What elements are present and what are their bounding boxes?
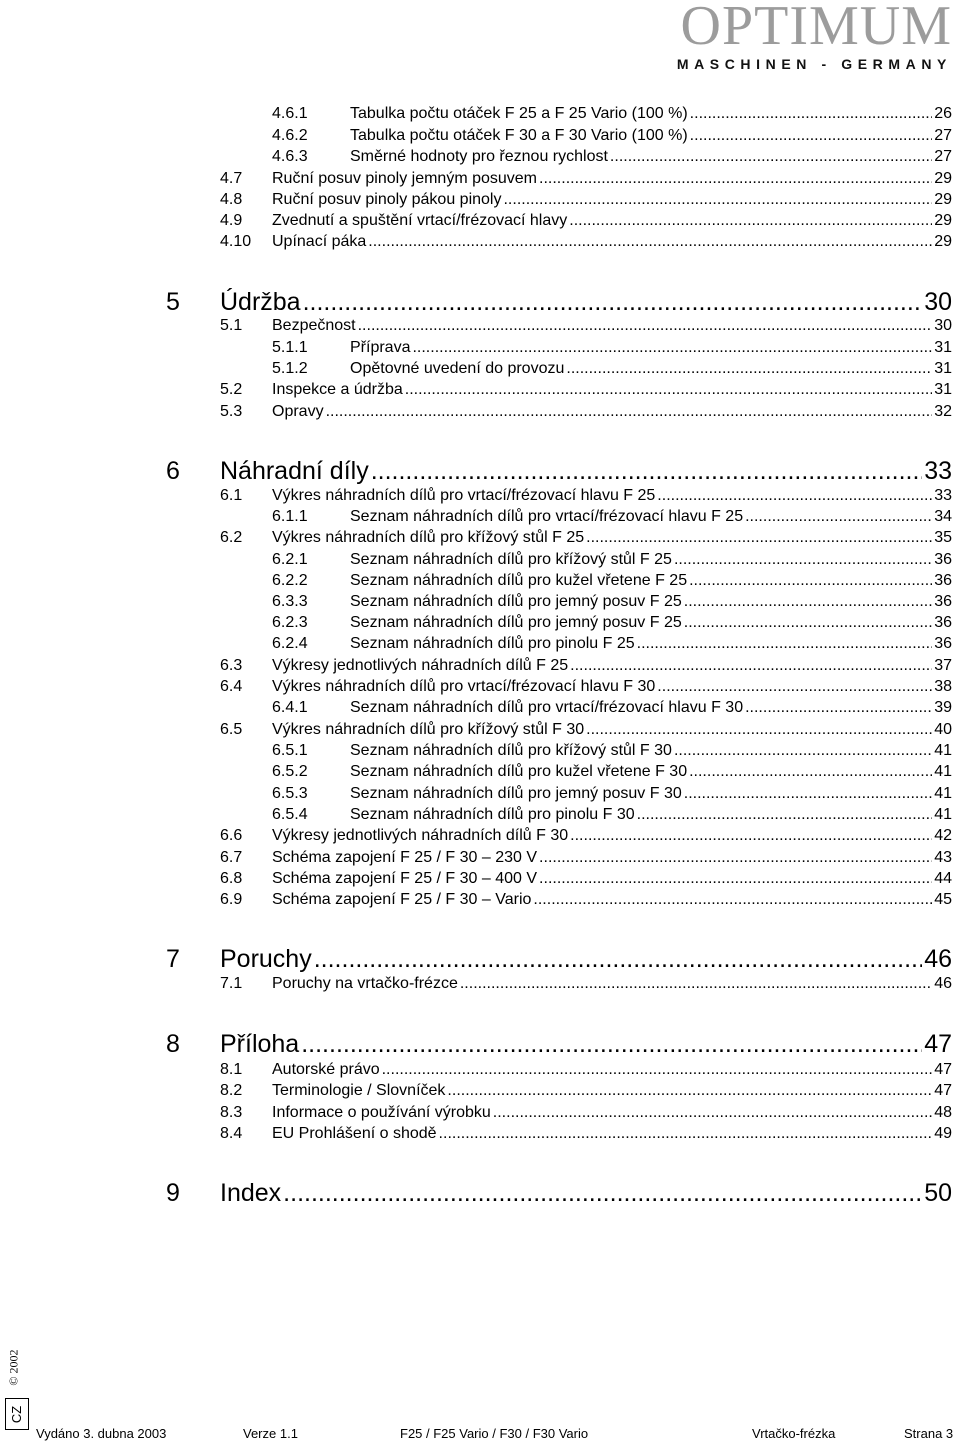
toc-leader-dots [566, 359, 932, 379]
toc-title: Seznam náhradních dílů pro křížový stůl F 30 [350, 742, 672, 759]
toc-row[interactable] [272, 613, 952, 633]
toc-leader-dots [371, 456, 922, 486]
toc-page-number: 31 [934, 360, 952, 377]
toc-page-number: 32 [934, 403, 952, 420]
toc-row[interactable] [220, 380, 952, 400]
toc-page-number: 46 [924, 945, 952, 973]
toc-title: Tabulka počtu otáček F 25 a F 25 Vario (100 %) [350, 105, 688, 122]
toc-title: Příloha [220, 1030, 300, 1058]
toc-title: Schéma zapojení F 25 / F 30 – 400 V [272, 870, 538, 887]
toc-leader-dots [326, 402, 933, 422]
toc-number: 5.2 [220, 381, 243, 398]
toc-leader-dots [412, 338, 932, 358]
toc-leader-dots [610, 147, 932, 167]
toc-title: Index [220, 1179, 282, 1207]
toc-leader-dots [405, 380, 932, 400]
toc-page-number: 44 [934, 870, 952, 887]
toc-number: 6.6 [220, 827, 243, 844]
footer-issue-date: Vydáno 3. dubna 2003 [36, 1426, 167, 1441]
toc-title: Výkres náhradních dílů pro vrtací/frézovací hlavu F 25 [272, 487, 656, 504]
toc-page-number: 30 [934, 317, 952, 334]
toc-number: 6.1.1 [272, 508, 308, 525]
toc-page-number: 29 [934, 212, 952, 229]
toc-row[interactable] [220, 890, 952, 910]
logo-wordmark: OPTIMUM [680, 0, 952, 57]
toc-number: 6.2.4 [272, 635, 308, 652]
toc-leader-dots [570, 826, 932, 846]
toc-title: EU Prohlášení o shodě [272, 1125, 437, 1142]
toc-leader-dots [283, 1178, 922, 1208]
footer-models: F25 / F25 Vario / F30 / F30 Vario [400, 1426, 589, 1441]
toc-number: 8.4 [220, 1125, 243, 1142]
toc-page-number: 36 [934, 551, 952, 568]
logo-subtitle: MASCHINEN - GERMANY [676, 56, 952, 72]
toc-number: 6.1 [220, 487, 243, 504]
toc-leader-dots [745, 698, 932, 718]
toc-page-number: 48 [934, 1104, 952, 1121]
toc-row[interactable] [220, 974, 952, 994]
toc-number: 8 [166, 1030, 180, 1058]
toc-title: Seznam náhradních dílů pro kužel vřetene F 25 [350, 572, 688, 589]
toc-chapter-row[interactable] [166, 1029, 952, 1059]
copyright-notice [4, 1342, 24, 1392]
copyright-text: © 2002 [6, 1348, 21, 1386]
toc-title: Upínací páka [272, 233, 367, 250]
toc-number: 5.1.1 [272, 339, 308, 356]
toc-page-number: 36 [934, 593, 952, 610]
toc-leader-dots [303, 287, 923, 317]
toc-number: 6.5.2 [272, 763, 308, 780]
toc-page-number: 27 [934, 127, 952, 144]
toc-number: 5.1.2 [272, 360, 308, 377]
toc-title: Seznam náhradních dílů pro pinolu F 30 [350, 806, 635, 823]
toc-row[interactable] [220, 677, 952, 697]
optimum-logo [677, 0, 952, 72]
toc-title: Zvednutí a spuštění vrtací/frézovací hlavy [272, 212, 568, 229]
toc-row[interactable] [272, 359, 952, 379]
toc-row[interactable] [272, 784, 952, 804]
toc-title: Schéma zapojení F 25 / F 30 – Vario [272, 891, 532, 908]
toc-row[interactable] [220, 720, 952, 740]
toc-leader-dots [358, 316, 933, 336]
toc-number: 6.9 [220, 891, 243, 908]
toc-chapter-row[interactable] [166, 1178, 952, 1208]
toc-row[interactable] [220, 1124, 952, 1144]
toc-title: Bezpečnost [272, 317, 356, 334]
toc-row[interactable] [272, 338, 952, 358]
toc-page-number: 41 [934, 763, 952, 780]
toc-row[interactable] [272, 762, 952, 782]
toc-title: Ruční posuv pinoly jemným posuvem [272, 170, 538, 187]
toc-title: Výkres náhradních dílů pro křížový stůl F 30 [272, 721, 585, 738]
toc-page-number: 36 [934, 614, 952, 631]
toc-number: 8.3 [220, 1104, 243, 1121]
toc-leader-dots [637, 805, 933, 825]
toc-row[interactable] [220, 402, 952, 422]
toc-number: 6.5.1 [272, 742, 308, 759]
toc-leader-dots [657, 677, 932, 697]
toc-title: Schéma zapojení F 25 / F 30 – 230 V [272, 849, 538, 866]
toc-number: 6.7 [220, 849, 243, 866]
toc-row[interactable] [220, 1103, 952, 1123]
toc-page-number: 41 [934, 742, 952, 759]
toc-page-number: 29 [934, 170, 952, 187]
toc-row[interactable] [272, 507, 952, 527]
toc-title: Seznam náhradních dílů pro křížový stůl F 25 [350, 551, 672, 568]
toc-leader-dots [684, 613, 932, 633]
toc-chapter-row[interactable] [166, 287, 952, 317]
language-badge [5, 1398, 29, 1430]
toc-number: 8.2 [220, 1082, 243, 1099]
toc-number: 6.4.1 [272, 699, 308, 716]
toc-number: 6.8 [220, 870, 243, 887]
toc-row[interactable] [220, 656, 952, 676]
toc-number: 4.9 [220, 212, 243, 229]
toc-page-number: 33 [924, 457, 952, 485]
toc-leader-dots [657, 486, 932, 506]
toc-number: 6.2.3 [272, 614, 308, 631]
toc-leader-dots [382, 1060, 933, 1080]
toc-row[interactable] [220, 316, 952, 336]
toc-leader-dots [533, 890, 932, 910]
toc-title: Tabulka počtu otáček F 30 a F 30 Vario (100 %) [350, 127, 688, 144]
toc-number: 4.6.2 [272, 127, 308, 144]
toc-leader-dots [447, 1081, 932, 1101]
toc-leader-dots [368, 232, 932, 252]
toc-page-number: 50 [924, 1179, 952, 1207]
toc-title: Inspekce a údržba [272, 381, 403, 398]
toc-page-number: 45 [934, 891, 952, 908]
toc-page-number: 33 [934, 487, 952, 504]
toc-page-number: 43 [934, 849, 952, 866]
toc-page-number: 47 [934, 1082, 952, 1099]
toc-row[interactable] [272, 550, 952, 570]
toc-leader-dots [539, 869, 932, 889]
toc-row[interactable] [272, 147, 952, 167]
toc-number: 9 [166, 1179, 180, 1207]
toc-page-number: 46 [934, 975, 952, 992]
toc-leader-dots [314, 944, 922, 974]
toc-row[interactable] [272, 698, 952, 718]
toc-leader-dots [570, 656, 932, 676]
toc-number: 6.5.3 [272, 785, 308, 802]
toc-row[interactable] [220, 190, 952, 210]
toc-title: Autorské právo [272, 1061, 380, 1078]
toc-number: 5.3 [220, 403, 243, 420]
toc-page-number: 35 [934, 529, 952, 546]
toc-row[interactable] [220, 848, 952, 868]
language-code: CZ [9, 1405, 25, 1423]
toc-number: 4.6.3 [272, 148, 308, 165]
toc-page-number: 36 [934, 572, 952, 589]
toc-number: 5 [166, 288, 180, 316]
toc-title: Příprava [350, 339, 411, 356]
toc-leader-dots [674, 550, 932, 570]
toc-number: 6 [166, 457, 180, 485]
toc-leader-dots [637, 634, 933, 654]
toc-chapter-row[interactable] [166, 944, 952, 974]
toc-title: Opětovné uvedení do provozu [350, 360, 565, 377]
toc-title: Výkresy jednotlivých náhradních dílů F 30 [272, 827, 569, 844]
toc-number: 6.3 [220, 657, 243, 674]
toc-page-number: 34 [934, 508, 952, 525]
toc-page-number: 39 [934, 699, 952, 716]
toc-title: Poruchy na vrtačko-frézce [272, 975, 458, 992]
toc-leader-dots [690, 104, 933, 124]
toc-number: 7 [166, 945, 180, 973]
toc-title: Terminologie / Slovníček [272, 1082, 446, 1099]
toc-leader-dots [689, 571, 932, 591]
toc-page-number: 42 [934, 827, 952, 844]
toc-page-number: 41 [934, 785, 952, 802]
toc-number: 4.6.1 [272, 105, 308, 122]
toc-page-number: 47 [934, 1061, 952, 1078]
toc-row[interactable] [272, 104, 952, 124]
toc-number: 6.2.1 [272, 551, 308, 568]
toc-title: Informace o používání výrobku [272, 1104, 491, 1121]
toc-page-number: 31 [934, 339, 952, 356]
toc-title: Směrné hodnoty pro řeznou rychlost [350, 148, 608, 165]
toc-leader-dots [674, 741, 932, 761]
toc-leader-dots [539, 848, 932, 868]
toc-page-number: 30 [924, 288, 952, 316]
toc-row[interactable] [272, 741, 952, 761]
toc-row[interactable] [220, 211, 952, 231]
toc-title: Seznam náhradních dílů pro jemný posuv F 25 [350, 593, 682, 610]
toc-row[interactable] [272, 571, 952, 591]
toc-row[interactable] [272, 805, 952, 825]
toc-title: Ruční posuv pinoly pákou pinoly [272, 191, 502, 208]
toc-row[interactable] [220, 169, 952, 189]
toc-number: 7.1 [220, 975, 243, 992]
toc-number: 6.2.2 [272, 572, 308, 589]
toc-leader-dots [684, 784, 932, 804]
toc-row[interactable] [272, 634, 952, 654]
toc-row[interactable] [220, 869, 952, 889]
toc-number: 6.5.4 [272, 806, 308, 823]
toc-leader-dots [690, 126, 933, 146]
toc-row[interactable] [220, 1081, 952, 1101]
toc-page-number: 29 [934, 233, 952, 250]
toc-row[interactable] [272, 592, 952, 612]
toc-page-number: 29 [934, 191, 952, 208]
toc-number: 4.8 [220, 191, 243, 208]
toc-title: Výkres náhradních dílů pro křížový stůl F 25 [272, 529, 585, 546]
toc-title: Seznam náhradních dílů pro pinolu F 25 [350, 635, 635, 652]
toc-leader-dots [301, 1029, 922, 1059]
footer-version: Verze 1.1 [243, 1426, 298, 1441]
toc-chapter-row[interactable] [166, 456, 952, 486]
toc-row[interactable] [220, 486, 952, 506]
toc-leader-dots [586, 720, 932, 740]
toc-number: 6.3.3 [272, 593, 308, 610]
toc-leader-dots [439, 1124, 933, 1144]
toc-title: Výkresy jednotlivých náhradních dílů F 25 [272, 657, 569, 674]
toc-row[interactable] [220, 528, 952, 548]
toc-page-number: 27 [934, 148, 952, 165]
toc-number: 4.7 [220, 170, 243, 187]
toc-row[interactable] [220, 1060, 952, 1080]
toc-title: Seznam náhradních dílů pro kužel vřetene F 30 [350, 763, 688, 780]
toc-title: Poruchy [220, 945, 312, 973]
toc-title: Seznam náhradních dílů pro vrtací/frézovací hlavu F 30 [350, 699, 744, 716]
toc-number: 6.2 [220, 529, 243, 546]
toc-page-number: 37 [934, 657, 952, 674]
toc-leader-dots [684, 592, 932, 612]
toc-number: 5.1 [220, 317, 243, 334]
footer-product: Vrtačko-frézka [752, 1426, 836, 1441]
toc-leader-dots [493, 1103, 932, 1123]
toc-title: Seznam náhradních dílů pro vrtací/frézovací hlavu F 25 [350, 508, 744, 525]
toc-page-number: 40 [934, 721, 952, 738]
toc-page-number: 36 [934, 635, 952, 652]
toc-leader-dots [569, 211, 932, 231]
toc-title: Údržba [220, 288, 301, 316]
toc-number: 4.10 [220, 233, 252, 250]
toc-leader-dots [503, 190, 932, 210]
toc-title: Seznam náhradních dílů pro jemný posuv F 25 [350, 614, 682, 631]
toc-title: Seznam náhradních dílů pro jemný posuv F 30 [350, 785, 682, 802]
toc-title: Náhradní díly [220, 457, 369, 485]
toc-leader-dots [460, 974, 932, 994]
toc-page-number: 38 [934, 678, 952, 695]
toc-row[interactable] [272, 126, 952, 146]
toc-row[interactable] [220, 232, 952, 252]
toc-title: Výkres náhradních dílů pro vrtací/frézovací hlavu F 30 [272, 678, 656, 695]
toc-page-number: 41 [934, 806, 952, 823]
toc-page-number: 47 [924, 1030, 952, 1058]
toc-row[interactable] [220, 826, 952, 846]
toc-leader-dots [586, 528, 932, 548]
toc-leader-dots [745, 507, 932, 527]
toc-number: 6.5 [220, 721, 243, 738]
toc-title: Opravy [272, 403, 324, 420]
toc-number: 6.4 [220, 678, 243, 695]
footer-page-number: Strana 3 [904, 1426, 954, 1441]
toc-number: 8.1 [220, 1061, 243, 1078]
toc-leader-dots [539, 169, 932, 189]
toc-page-number: 26 [934, 105, 952, 122]
toc-leader-dots [689, 762, 932, 782]
toc-page-number: 49 [934, 1125, 952, 1142]
toc-page-number: 31 [934, 381, 952, 398]
